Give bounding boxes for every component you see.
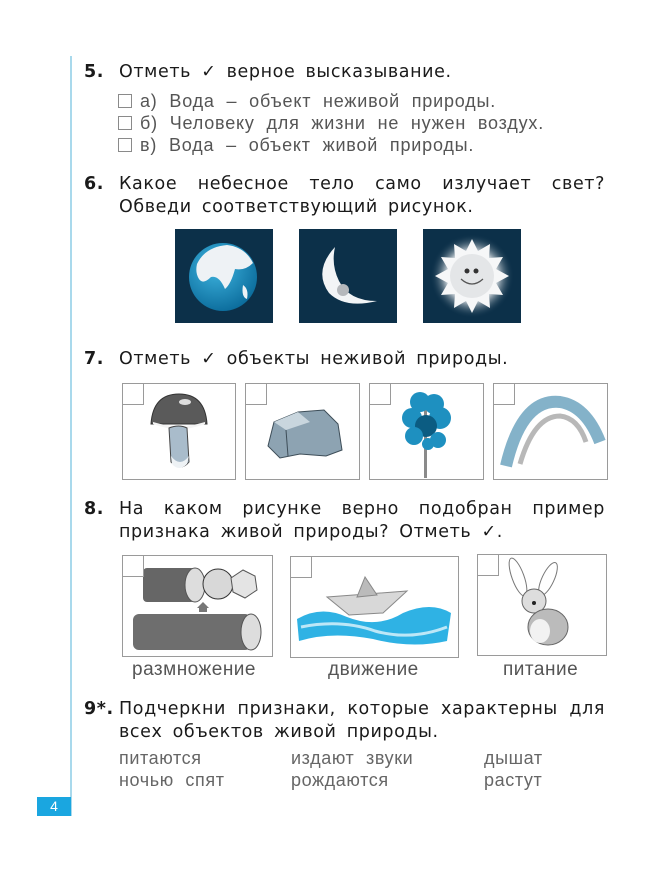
logs-option[interactable] bbox=[122, 555, 273, 657]
page-number: 4 bbox=[37, 797, 71, 816]
caption-reproduction: размножение bbox=[132, 659, 256, 680]
word-option[interactable]: ночью спят bbox=[119, 770, 225, 790]
checkbox[interactable] bbox=[123, 556, 144, 577]
question-number: 8. bbox=[84, 499, 105, 519]
moon-image[interactable] bbox=[299, 229, 397, 323]
word-option[interactable]: растут bbox=[484, 770, 543, 790]
question-text-line1: Подчеркни признаки, которые характерны для bbox=[119, 699, 605, 719]
checkbox[interactable] bbox=[291, 557, 312, 578]
question-text-line1: На каком рисунке верно подобран пример bbox=[119, 499, 605, 519]
word-option[interactable]: питаются bbox=[119, 748, 202, 768]
option-a[interactable]: а) Вода – объект неживой природы. bbox=[118, 91, 496, 112]
stone-option[interactable] bbox=[245, 383, 360, 480]
checkbox[interactable] bbox=[118, 138, 132, 152]
earth-image[interactable] bbox=[175, 229, 273, 323]
checkbox[interactable] bbox=[370, 384, 391, 405]
option-c[interactable]: в) Вода – объект живой природы. bbox=[118, 135, 474, 156]
question-number: 5. bbox=[84, 62, 105, 82]
question-number: 6. bbox=[84, 174, 105, 194]
question-number: 9*. bbox=[84, 699, 114, 719]
question-text-line2: всех объектов живой природы. bbox=[119, 722, 439, 742]
margin-line bbox=[70, 56, 72, 816]
question-text: Отметь ✓ верное высказывание. bbox=[119, 62, 452, 82]
paper-boat-option[interactable] bbox=[290, 556, 459, 658]
question-text-line1: Какое небесное тело само излучает свет? bbox=[119, 174, 605, 194]
question-number: 7. bbox=[84, 349, 105, 369]
word-option[interactable]: рождаются bbox=[291, 770, 389, 790]
word-option[interactable]: дышат bbox=[484, 748, 543, 768]
checkbox[interactable] bbox=[246, 384, 267, 405]
checkbox[interactable] bbox=[478, 555, 499, 576]
question-text: Отметь ✓ объекты неживой природы. bbox=[119, 349, 509, 369]
checkbox[interactable] bbox=[494, 384, 515, 405]
question-text-line2: Обведи соответствующий рисунок. bbox=[119, 197, 474, 217]
caption-nutrition: питание bbox=[503, 659, 579, 680]
option-b[interactable]: б) Человеку для жизни не нужен воздух. bbox=[118, 113, 544, 134]
checkbox[interactable] bbox=[118, 116, 132, 130]
checkbox[interactable] bbox=[118, 94, 132, 108]
checkbox[interactable] bbox=[123, 384, 144, 405]
rainbow-option[interactable] bbox=[493, 383, 608, 480]
caption-movement: движение bbox=[328, 659, 419, 680]
question-text-line2: признака живой природы? Отметь ✓. bbox=[119, 522, 503, 542]
tree-option[interactable] bbox=[369, 383, 484, 480]
word-option[interactable]: издают звуки bbox=[291, 748, 414, 768]
mushroom-option[interactable] bbox=[122, 383, 236, 480]
rabbit-option[interactable] bbox=[477, 554, 607, 656]
sun-image[interactable] bbox=[423, 229, 521, 323]
